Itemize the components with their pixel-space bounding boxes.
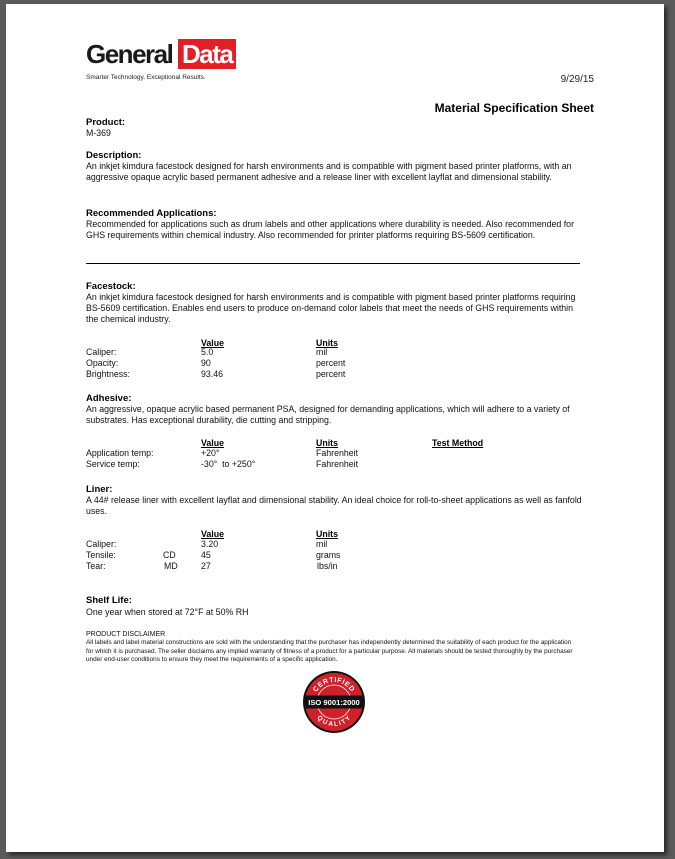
liner-row-label: Tear: (86, 561, 106, 571)
company-logo (86, 38, 233, 70)
facestock-row-value: 5.0 (201, 347, 214, 357)
facestock-row-units: mil (316, 347, 328, 357)
liner-row-value: 3.20 (201, 539, 219, 549)
adhesive-col-units: Units (316, 438, 338, 448)
adhesive-text: An aggressive, opaque acrylic based permanent PSA, designed for demanding applications, which will adhere to a variety of substrates. Has exceptional durability, die cutting and stripping. (86, 404, 570, 425)
document-title: Material Specification Sheet (434, 101, 594, 115)
facestock-col-units: Units (316, 338, 338, 348)
facestock-row-label: Opacity: (86, 358, 119, 368)
liner-col-units: Units (316, 529, 338, 539)
liner-row-direction: CD (163, 550, 176, 560)
applications-heading: Recommended Applications: (86, 208, 217, 219)
facestock-text: An inkjet kimdura facestock designed for harsh environments and is compatible with pigment based printer platforms requiring BS-5609 certification. Enables end users to produce on-demand color labels that meet the needs of GHS requirements within the chemical industry. (86, 292, 576, 324)
adhesive-col-value: Value (201, 438, 224, 448)
logo-data-text: Data (178, 39, 236, 69)
liner-row-units: lbs/in (317, 561, 338, 571)
facestock-row-units: percent (316, 369, 346, 379)
adhesive-row-value: +20° (201, 448, 220, 458)
shelf-life-heading: Shelf Life: (86, 595, 132, 606)
liner-row-value: 45 (201, 550, 211, 560)
adhesive-row-units: Fahrenheit (316, 448, 359, 458)
section-divider (86, 263, 580, 264)
liner-row-label: Caliper: (86, 539, 117, 549)
description-text: An inkjet kimdura facestock designed for harsh environments and is compatible with pigment based printer platforms, with an aggressive opaque acrylic based permanent adhesive and a release liner with excellent layflat and dimensional stability. (86, 161, 572, 182)
facestock-row-label: Caliper: (86, 347, 117, 357)
facestock-row-value: 90 (201, 358, 211, 368)
iso-certified-seal-icon (302, 670, 366, 734)
document-page (6, 4, 664, 852)
adhesive-row-value: -30° to +250° (201, 459, 256, 469)
disclaimer-heading: PRODUCT DISCLAIMER (86, 631, 166, 638)
liner-row-units: grams (316, 550, 341, 560)
seal-top-text: CERTIFIED (312, 676, 356, 694)
adhesive-col-test-method: Test Method (432, 438, 484, 448)
facestock-row-value: 93.46 (201, 369, 224, 379)
disclaimer-text: All labels and label material constructions are sold with the understanding that the purchaser has independently determined the suitability of each product for the application for which it is purchased. The seller disclaims any implied warranty of fitness of a product for a particular purpose. All materials should be tested thoroughly by the purchaser under end-user conditions to ensure they meet the requirements of a specific application. (86, 639, 573, 664)
facestock-heading: Facestock: (86, 281, 136, 292)
adhesive-row-label: Service temp: (86, 459, 140, 469)
adhesive-row-label: Application temp: (86, 448, 154, 458)
facestock-row-units: percent (316, 358, 346, 368)
description-heading: Description: (86, 150, 142, 161)
liner-row-value: 27 (201, 561, 211, 571)
logo-tagline: Smarter Technology. Exceptional Results. (86, 74, 206, 81)
seal-center-text: ISO 9001:2000 (308, 698, 360, 707)
liner-text: A 44# release liner with excellent layflat and dimensional stability. An ideal choice for roll-to-sheet applications as well as fanfold uses. (86, 495, 582, 516)
liner-row-label: Tensile: (86, 550, 116, 560)
liner-row-direction: MD (164, 561, 178, 571)
facestock-row-label: Brightness: (86, 369, 131, 379)
seal-bottom-text: QUALITY (315, 714, 353, 729)
adhesive-row-units: Fahrenheit (316, 459, 359, 469)
liner-row-units: mil (316, 539, 328, 549)
liner-col-value: Value (201, 529, 224, 539)
liner-heading: Liner: (86, 484, 113, 495)
document-date: 9/29/15 (560, 74, 594, 85)
applications-text: Recommended for applications such as drum labels and other applications where durability is needed. Also recommended for GHS requirements within chemical industry. Also recommended for printer platforms requiring BS-5609 certification. (86, 219, 575, 240)
product-heading: Product: (86, 117, 126, 128)
facestock-col-value: Value (201, 338, 224, 348)
shelf-life-text: One year when stored at 72°F at 50% RH (86, 607, 249, 617)
product-value: M-369 (86, 128, 111, 138)
logo-general-text: General (86, 39, 173, 69)
adhesive-heading: Adhesive: (86, 393, 132, 404)
